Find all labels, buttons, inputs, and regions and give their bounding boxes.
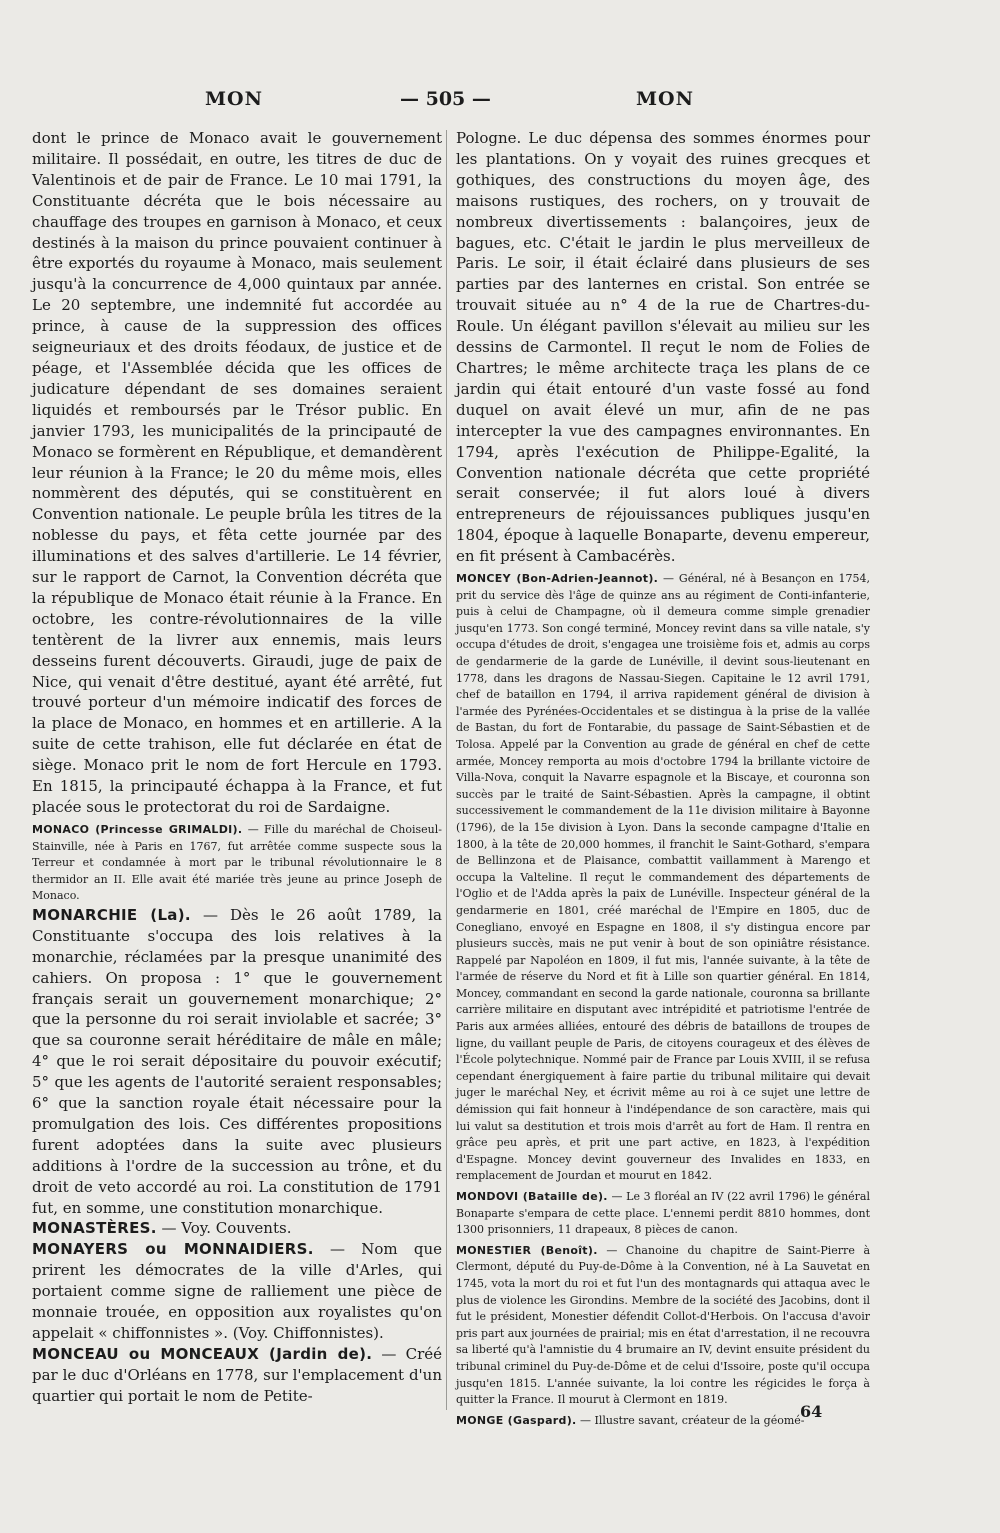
entry-headword: MONCEAU ou MONCEAUX (Jardin de). bbox=[32, 1344, 373, 1363]
header-left-keyword: MON bbox=[205, 88, 263, 110]
entry-headword: MONESTIER (Benoît). bbox=[456, 1243, 598, 1257]
entry-monayers bbox=[32, 1239, 442, 1344]
left-column bbox=[32, 128, 442, 1405]
monceau-continuation-paragraph: Pologne. Le duc dépensa des sommes énormes pour les plantations. On y voyait des ruines grecques et gothiques, des constructions du moyen âge, des maisons rustiques, des rochers, on y trouvait de nombreux divertissements : balançoires, jeux de bagues, etc. C'était le jardin le plus merveilleux de Paris. Le soir, il était éclairé dans plusieurs de ses parties par des lanternes en cristal. Son entrée se trouvait située au n° 4 de la rue de Chartres-du-Roule. Un élégant pavillon s'élevait au milieu sur les dessins de Carmontel. Il reçut le nom de Folies de Chartres; le même architecte traça les plans de ce jardin qui était entouré d'un vaste fossé au fond duquel on avait élevé un mur, afin de ne pas intercepter la vue des campagnes environnantes. En 1794, après l'exécution de Philippe-Egalité, la Convention nationale décréta que cette propriété serait conservée; il fut alors loué à divers entrepreneurs de réjouissances publiques jusqu'en 1804, époque à laquelle Bonaparte, devenu empereur, en fit présent à Cambacérès. bbox=[456, 129, 870, 566]
entry-headword: MONAYERS ou MONNAIDIERS. bbox=[32, 1240, 314, 1259]
entry-text: — Illustre savant, créateur de la géomé- bbox=[580, 1413, 805, 1427]
entry-text: — Le 3 floréal an IV (22 avril 1796) le général Bonaparte s'empara de cette place. L'ennemi perdit 8810 hommes, dont 1300 prisonniers, 11 drapeaux, 8 pièces de canon. bbox=[456, 1190, 870, 1237]
entry-monceau bbox=[32, 1344, 442, 1407]
entry-text: — Créé par le duc d'Orléans en 1778, sur l'emplacement d'un quartier qui portait le nom de Petite- bbox=[32, 1344, 442, 1405]
entry-monaco-princesse bbox=[32, 822, 442, 905]
entry-headword: MONCEY (Bon-Adrien-Jeannot). bbox=[456, 572, 659, 586]
entry-text: — Voy. Couvents. bbox=[161, 1219, 292, 1238]
entry-monestier bbox=[456, 1243, 870, 1409]
entry-monasteres bbox=[32, 1218, 442, 1239]
entry-text: — Nom que prirent les démocrates de la ville d'Arles, qui portaient comme signe de ralliement une pièce de monnaie trouée, en opposition aux royalistes qu'on appelait « chiffonnistes ». (Voy. Chiffonnistes). bbox=[32, 1240, 442, 1342]
entry-headword: MONDOVI (Bataille de). bbox=[456, 1190, 608, 1203]
entry-mondovi bbox=[456, 1189, 870, 1239]
running-header bbox=[0, 88, 1000, 118]
entry-moncey bbox=[456, 571, 870, 1185]
signature-mark: 64 bbox=[800, 1402, 823, 1421]
entry-text: — Dès le 26 août 1789, la Constituante s'occupa des lois relatives à la monarchie, réclamées par la presque unanimité des cahiers. On proposa : 1° que le gouvernement français serait un gouvernement monarchique; 2° que la personne du roi serait inviolable et sacrée; 3° que sa couronne serait héréditaire de mâle en mâle; 4° que le roi serait dépositaire du pouvoir exécutif; 5° que les agents de l'autorité seraient responsables; 6° que la sanction royale était nécessaire pour la promulgation des lois. Ces différentes propositions furent adoptées dans la suite avec plusieurs additions à l'ordre de la succession au trône, et du droit de veto accordé au roi. La constitution de 1791 fut, en somme, une constitution monarchique. bbox=[32, 905, 442, 1217]
column-divider bbox=[446, 130, 447, 1410]
right-column bbox=[456, 128, 871, 1427]
entry-monarchie bbox=[32, 905, 442, 1219]
entry-headword: MONARCHIE (La). bbox=[32, 905, 191, 924]
entry-text: — Fille du maréchal de Choiseul-Stainville, née à Paris en 1767, fut arrêtée comme suspecte sous la Terreur et condamnée à mort par le tribunal révolutionnaire le 8 thermidor an II. Elle avait été mariée très jeune au prince Joseph de Monaco. bbox=[32, 822, 442, 903]
header-right-keyword: MON bbox=[636, 88, 694, 110]
page-number: — 505 — bbox=[400, 88, 491, 110]
entry-text: — Chanoine du chapitre de Saint-Pierre à Clermont, député du Puy-de-Dôme à la Convention, né à La Sauvetat en 1745, vota la mort du roi et fut l'un des montagnards qui attaqua avec le plus de violence les Girondins. Membre de la société des Jacobins, dont il fut le président, Monestier défendit Collot-d'Herbois. On l'accusa d'avoir pris part aux journées de prairial; mis en état d'arrestation, il ne recouvra sa liberté qu'à l'amnistie du 4 brumaire an IV, devint ensuite président du tribunal criminel du Puy-de-Dôme et de celui d'Issoire, poste qu'il occupa jusqu'en 1815. L'année suivante, la loi contre les régicides le força à quitter la France. Il mourut à Clermont en 1819. bbox=[456, 1243, 871, 1407]
monaco-continuation-paragraph: dont le prince de Monaco avait le gouvernement militaire. Il possédait, en outre, les titres de duc de Valentinois et de pair de France. Le 10 mai 1791, la Constituante décréta que le bois nécessaire au chauffage des troupes en garnison à Monaco, et ceux destinés à la maison du prince pouvaient continuer à être exportés du royaume à Monaco, mais seulement jusqu'à la concurrence de 4,000 quintaux par année. Le 20 septembre, une indemnité fut accordée au prince, à cause de la suppression des offices seigneuriaux et des droits féodaux, de justice et de péage, et l'Assemblée décida que les offices de judicature dépendant de ses domaines seraient liquidés et remboursés par le Trésor public. En janvier 1793, les municipalités de la principauté de Monaco se formèrent en République, et demandèrent leur réunion à la France; le 20 du même mois, elles nommèrent des députés, qui se constituèrent en Convention nationale. Le peuple brûla les titres de la noblesse du pays, et fêta cette journée par des illuminations et des salves d'artillerie. Le 14 février, sur le rapport de Carnot, la Convention décréta que la république de Monaco était réunie à la France. En octobre, les contre-révolutionnaires de la ville tentèrent de la livrer aux ennemis, mais leurs desseins furent découverts. Giraudi, juge de paix de Nice, qui venait d'être destitué, ayant été arrêté, fut trouvé porteur d'un mémoire indicatif des forces de la place de Monaco, en hommes et en artillerie. A la suite de cette trahison, elle fut déclarée en état de siège. Monaco prit le nom de fort Hercule en 1793. En 1815, la principauté échappa à la France, et fut placée sous le protectorat du roi de Sardaigne. bbox=[32, 129, 442, 816]
entry-text: — Général, né à Besançon en 1754, prit du service dès l'âge de quinze ans au régiment de Conti-infanterie, puis à celui de Champagne, où il demeura comme simple grenadier jusqu'en 1773. Son congé terminé, Moncey revint dans sa ville natale, s'y occupa d'études de droit, s'engagea une troisième fois et, admis au corps de gendarmerie de la garde de Lunéville, il devint sous-lieutenant en 1778, dans les dragons de Nassau-Siegen. Capitaine le 12 avril 1791, chef de bataillon en 1794, il arriva rapidement général de division à l'armée des Pyrénées-Occidentales et se distingua à la prise de la vallée de Bastan, du fort de Fontarabie, du passage de Saint-Sébastien et de Tolosa. Appelé par la Convention au grade de général en chef de cette armée, Moncey remporta au mois d'octobre 1794 la brillante victoire de Villa-Nova, conquit la Navarre espagnole et la Biscaye, et couronna son succès par le traité de Saint-Sébastien. Après la campagne, il obtint successivement le commandement de la 11e division militaire à Bayonne (1796), de la 15e division à Lyon. Dans la seconde campagne d'Italie en 1800, à la tête de 20,000 hommes, il franchit le Saint-Gothard, s'empara de Bellinzona et de Plaisance, combattit vaillamment à Marengo et occupa la Valteline. Il reçut le commandement des départements de l'Oglio et de l'Adda après la paix de Lunéville. Inspecteur général de la gendarmerie en 1801, créé maréchal de l'Empire en 1805, duc de Conegliano, envoyé en Espagne en 1808, il s'y distingua encore par plusieurs succès, mais ne put venir à bout de son opiniâtre résistance. Rappelé par Napoléon en 1809, il fut mis, l'année suivante, à la tête de l'armée de réserve du Nord et fit à Lille son quartier général. En 1814, Moncey, commandant en second la garde nationale, couronna sa brillante carrière militaire en disputant avec intrépidité et patriotisme l'entrée de Paris aux armées alliées, entouré des débris de bataillons de troupes de ligne, du vaillant peuple de Paris, de citoyens courageux et des élèves de l'École polytechnique. Nommé pair de France par Louis XVIII, il se refusa cependant énergiquement à faire partie du tribunal militaire qui devait juger le maréchal Ney, et écrivit même au roi à ce sujet une lettre de démission qui fait honneur à l'indépendance de son caractère, mais qui lui valut sa destitution et trois mois d'arrêt au fort de Ham. Il rentra en grâce peu après, et prit une part active, en 1823, à l'expédition d'Espagne. Moncey devint gouverneur des Invalides en 1833, en remplacement de Jourdan et mourut en 1842. bbox=[456, 572, 871, 1183]
entry-headword: MONASTÈRES. bbox=[32, 1219, 157, 1238]
entry-headword: MONGE (Gaspard). bbox=[456, 1413, 577, 1427]
entry-headword: MONACO (Princesse GRIMALDI). bbox=[32, 822, 243, 836]
